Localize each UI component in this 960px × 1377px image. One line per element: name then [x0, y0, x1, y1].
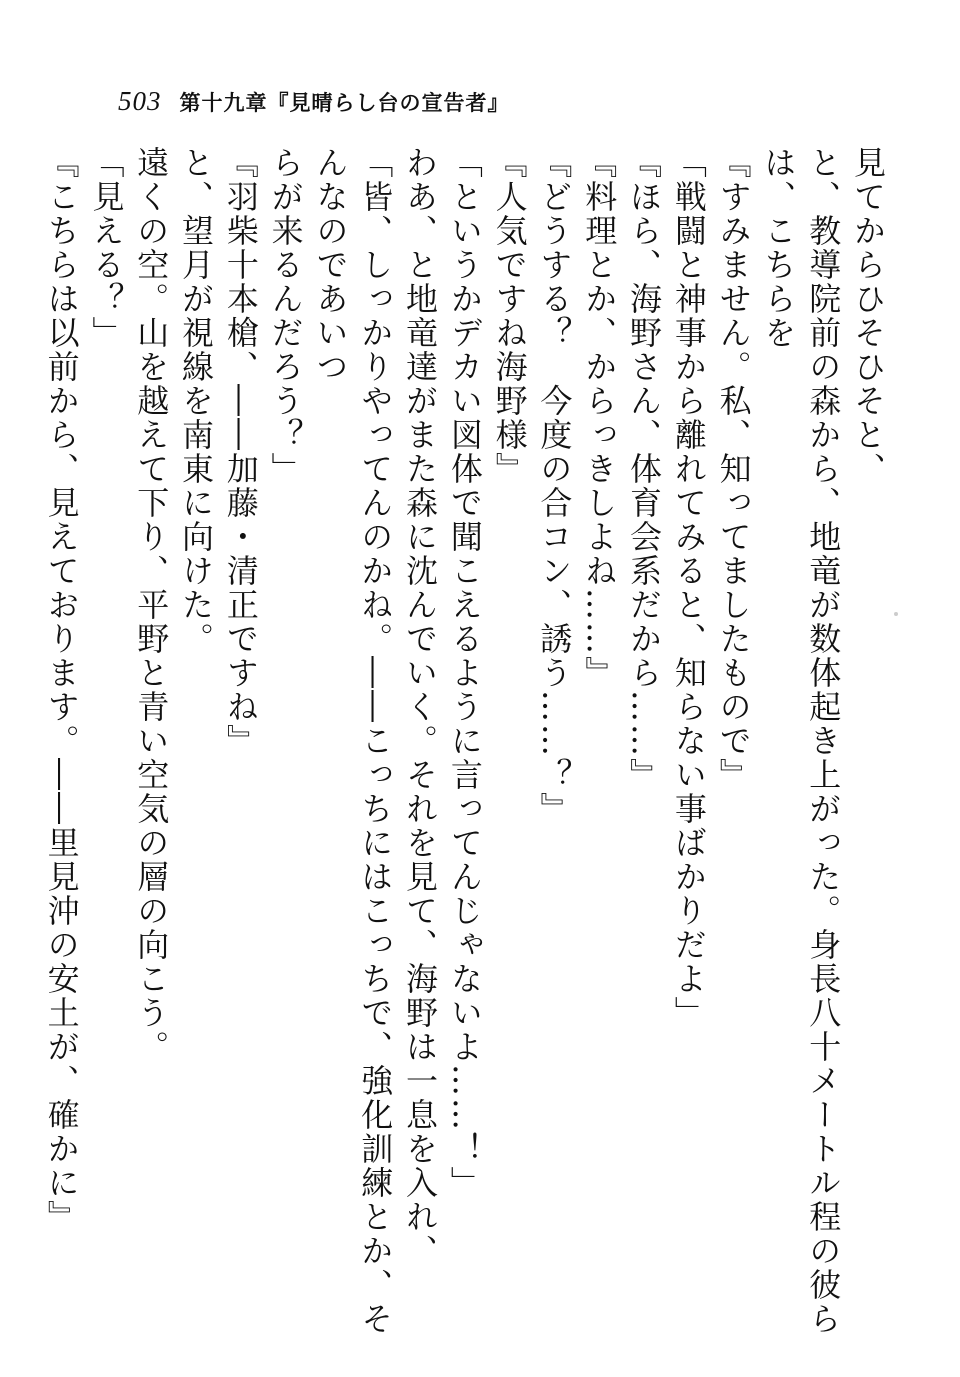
- page-header: [118, 86, 510, 117]
- text-line: 『どうする？ 今度の合コン、誘う……？』: [535, 146, 574, 826]
- scan-speck: [894, 612, 898, 616]
- page-number: 503: [118, 86, 162, 116]
- text-line: らが来るんだろう？」: [266, 146, 305, 486]
- text-line: 「見える？」: [87, 146, 126, 350]
- text-line: 『料理とか、からっきしよね……』: [580, 146, 619, 690]
- text-line: 「戦闘と神事から離れてみると、知らない事ばかりだよ」: [669, 146, 708, 1030]
- text-line: と、教導院前の森から、地竜が数体起き上がった。身長八十メートル程の彼らは、こちらを: [759, 146, 843, 1336]
- body-text: [42, 146, 890, 1336]
- text-line: わあ、と地竜達がまた森に沈んでいく。それを見て、海野は一息を入れ、: [401, 146, 440, 1268]
- text-line: 『すみません。私、知ってましたもので』: [714, 146, 753, 792]
- text-line: 『人気ですね海野様』: [490, 146, 529, 486]
- text-line: 遠くの空。山を越えて下り、平野と青い空気の層の向こう。: [132, 146, 171, 1064]
- text-line: 『羽柴十本槍、――加藤・清正ですね』: [221, 146, 260, 758]
- text-line: 「というかデカい図体で聞こえるように言ってんじゃないよ……！」: [445, 146, 484, 1200]
- chapter-title: 第十九章『見晴らし台の宣告者』: [179, 90, 510, 115]
- text-line: 『こちらは以前から、見えております。――里見沖の安土が、確かに』: [42, 146, 81, 1234]
- text-line: と、望月が視線を南東に向けた。: [177, 146, 216, 656]
- text-line: 「皆、しっかりやってんのかね。――こっちにはこっちで、強化訓練とか、そんなのであいつ: [311, 146, 395, 1336]
- text-line: 『ほら、海野さん、体育会系だから……』: [625, 146, 664, 792]
- text-line: 見てからひそひそと、: [849, 146, 887, 486]
